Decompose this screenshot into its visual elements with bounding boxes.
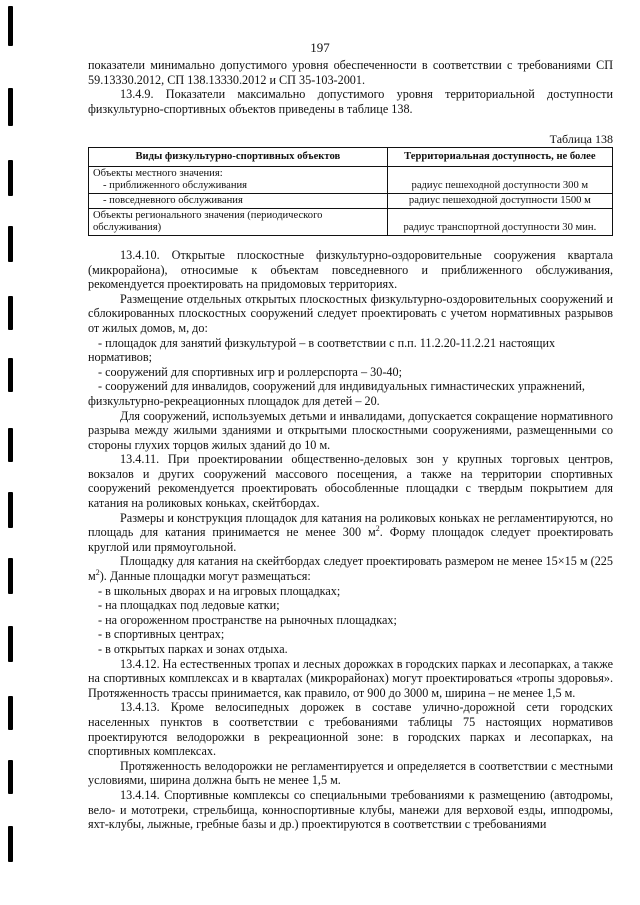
paragraph-text: . Форму площадок следует проектировать круглой или прямоугольной. [88,525,614,554]
list-item: - площадок для занятий физкультурой – в соответствии с п.п. 11.2.20-11.2.21 настоящих нормативов; [88,335,556,365]
table-row [89,166,613,193]
table-row [89,193,613,208]
table-item-label: - повседневного обслуживания [103,194,243,206]
paragraph-text: Площадку для катания на скейтбордах следует проектировать размером не менее 15×15 м (225 м [88,554,613,584]
paragraph-text: Размеры и конструкция площадок для катания на роликовых коньках не регламентируются, но площадь для катания принимается не менее 300 м [88,510,613,540]
table-group-label: Объекты местного значения: [93,167,223,179]
paragraph-13-4-10: 13.4.10. Открытые плоскостные физкультурно-оздоровительные сооружения квартала (микрорайона), относимые к объектам повседневного и приближенного обслуживания, рекомендуется проектировать на придомовых территориях. [88,247,613,292]
paragraph-13-4-12: 13.4.12. На естественных тропах и лесных дорожках в городских парках и лесопарках, а также на спортивных комплексах и в кварталах (микрорайонах) могут проектироваться «тропы здоровья». Протяженность трассы принимается, как правило, от 900 до 3000 м, ширина – не менее 1,5 м. [88,656,613,700]
list-item: - в открытых парках и зонах отдыха. [98,642,288,656]
table-cell-object [89,193,388,208]
table-cell-object [89,166,388,193]
paragraph-13-4-11: 13.4.11. При проектировании общественно-деловых зон у крупных торговых центров, вокзалов и других сооружений массового посещения, а также на территории спортивных сооружений рекомендуется проектировать обособленные площадки с твердым покрытием для катания на роликовых коньках, скейтбордах. [88,452,613,511]
table-138 [88,147,613,236]
table-cell-value: радиус пешеходной доступности 300 м [387,166,612,193]
list-item: - в школьных дворах и на игровых площадках; [98,583,341,598]
table-item-label: Объекты регионального значения (периодического [93,209,323,221]
table-header-objects: Виды физкультурно-спортивных объектов [89,147,388,166]
page-number: 197 [310,40,330,55]
superscript: 2 [95,567,100,577]
paragraph-13-4-13: 13.4.13. Кроме велосипедных дорожек в составе улично-дорожной сети городских населенных пунктов в соответствии с требованиями таблицы 75 настоящих нормативов проектируются велодорожки в рекреационной зоне: в городских парках и лесопарках, на спортивных комплексах. [88,700,613,759]
table-cell-value: радиус транспортной доступности 30 мин. [387,208,612,235]
paragraph-roller [88,511,613,555]
document-body [88,58,613,832]
paragraph-skate [88,554,613,583]
paragraph-placement: Размещение отдельных открытых плоскостных физкультурно-оздоровительных сооружений и сблокированных плоскостных сооружений следует проектировать с учетом нормативных разрывов от жилых домов, м, до: [88,291,613,335]
list-item: - в спортивных центрах; [98,627,225,642]
paragraph-13-4-14: 13.4.14. Спортивные комплексы со специальными требованиями к размещению (автодромы, вело- и мототреки, стрельбища, конноспортивные клубы, манежи для верховой езды, ипподромы, яхт-клубы, лыжные, гребные базы и др.) проектируются в соответствии с требованиями [88,787,613,832]
paragraph-text: ). Данные площадки могут размещаться: [99,569,311,584]
table-cell-object [89,208,388,235]
table-header-accessibility: Территориальная доступность, не более [387,147,612,166]
paragraph-children: Для сооружений, используемых детьми и инвалидами, допускается сокращение нормативного разрыва между жилыми зданиями и открытыми плоскостными сооружениями, размещенными со стороны глухих торцов жилых зданий до 10 м. [88,408,613,452]
superscript: 2 [375,524,380,534]
paragraph-intro: показатели минимально допустимого уровня обеспеченности в соответствии с требованиями СП 59.13330.2012, СП 138.13330.2012 и СП 35-103-2001. [88,58,613,87]
list-item: - на площадках под ледовые катки; [98,598,280,613]
paragraph-13-4-9: 13.4.9. Показатели максимально допустимого уровня территориальной доступности физкультурно-спортивных объектов приведены в таблице 138. [88,87,613,116]
table-cell-value: радиус пешеходной доступности 1500 м [387,193,612,208]
table-caption: Таблица 138 [549,132,613,147]
table-item-label: - приближенного обслуживания [103,179,248,191]
table-header-row [89,147,613,166]
list-item: - на огороженном пространстве на рыночных площадках; [98,612,397,627]
table-row [89,208,613,235]
list-item: - сооружений для инвалидов, сооружений для индивидуальных гимнастических упражнений, физкультурно-рекреационных площадок для детей – 20. [88,379,585,408]
list-item: - сооружений для спортивных игр и роллерспорта – 30-40; [98,364,402,379]
paragraph-bike: Протяженность велодорожки не регламентируется и определяется в соответствии с местными условиями, ширина должна быть не менее 1,5 м. [88,758,613,788]
scan-binding-marks [8,0,16,905]
table-item-label: обслуживания) [93,221,162,233]
